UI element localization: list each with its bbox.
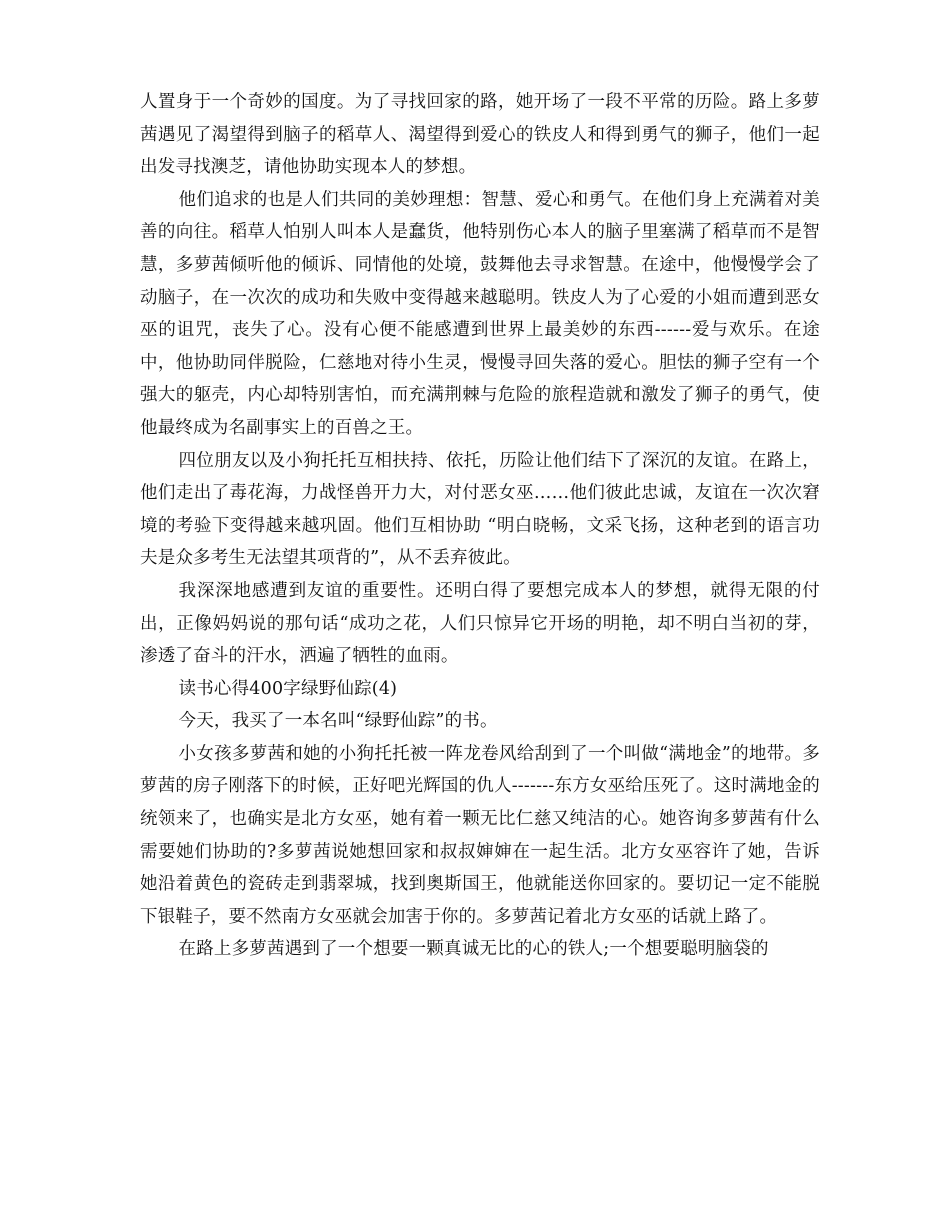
paragraph: 人置身于一个奇妙的国度。为了寻找回家的路，她开场了一段不平常的历险。路上多萝茜遇见了渴望得到脑子的稻草人、渴望得到爱心的铁皮人和得到勇气的狮子，他们一起出发寻找澳芝，请他协助实现本人的梦想。 [140, 92, 820, 178]
section-heading: 读书心得400字绿野仙踪(4) [178, 678, 398, 699]
paragraph: 我深深地感遭到友谊的重要性。还明白得了要想完成本人的梦想，就得无限的付出，正像妈妈说的那句话“成功之花，人们只惊异它开场的明艳，却不明白当初的芽，渗透了奋斗的汗水，洒遍了牺牲的血雨。 [140, 580, 820, 667]
document-body [140, 86, 820, 966]
paragraph: 小女孩多萝茜和她的小狗托托被一阵龙卷风给刮到了一个叫做“满地金”的地带。多萝茜的房子刚落下的时候，正好吧光辉国的仇人-------东方女巫给压死了。这时满地金的统领来了，也确实是北方女巫，她有着一颗无比仁慈又纯洁的心。她咨询多萝茜有什么需要她们协助的?多萝茜说她想回家和叔叔婶婶在一起生活。北方女巫容许了她，告诉她沿着黄色的瓷砖走到翡翠城，找到奥斯国王，他就能送你回家的。要切记一定不能脱下银鞋子，要不然南方女巫就会加害于你的。多萝茜记着北方女巫的话就上路了。 [140, 743, 820, 927]
paragraph: 他们追求的也是人们共同的美妙理想：智慧、爱心和勇气。在他们身上充满着对美善的向往。稻草人怕别人叫本人是蠢货，他特别伤心本人的脑子里塞满了稻草而不是智慧，多萝茜倾听他的倾诉、同情他的处境，鼓舞他去寻求智慧。在途中，他慢慢学会了动脑子，在一次次的成功和失败中变得越来越聪明。铁皮人为了心爱的小姐而遭到恶女巫的诅咒，丧失了心。没有心便不能感遭到世界上最美妙的东西------爱与欢乐。在途中，他协助同伴脱险，仁慈地对待小生灵，慢慢寻回失落的爱心。胆怯的狮子空有一个强大的躯壳，内心却特别害怕，而充满荆棘与危险的旅程造就和激发了狮子的勇气，使他最终成为名副事实上的百兽之王。 [140, 189, 820, 438]
paragraph: 四位朋友以及小狗托托互相扶持、依托，历险让他们结下了深沉的友谊。在路上，他们走出了毒花海，力战怪兽开力大，对付恶女巫……他们彼此忠诚，友谊在一次次窘境的考验下变得越来越巩固。他们互相协助 “明白晓畅，文采飞扬，这种老到的语言功夫是众多考生无法望其项背的”，从不丢弃彼此。 [140, 450, 820, 569]
paragraph: 今天，我买了一本名叫“绿野仙踪”的书。 [178, 711, 498, 732]
paragraph: 在路上多萝茜遇到了一个想要一颗真诚无比的心的铁人;一个想要聪明脑袋的 [178, 939, 769, 960]
